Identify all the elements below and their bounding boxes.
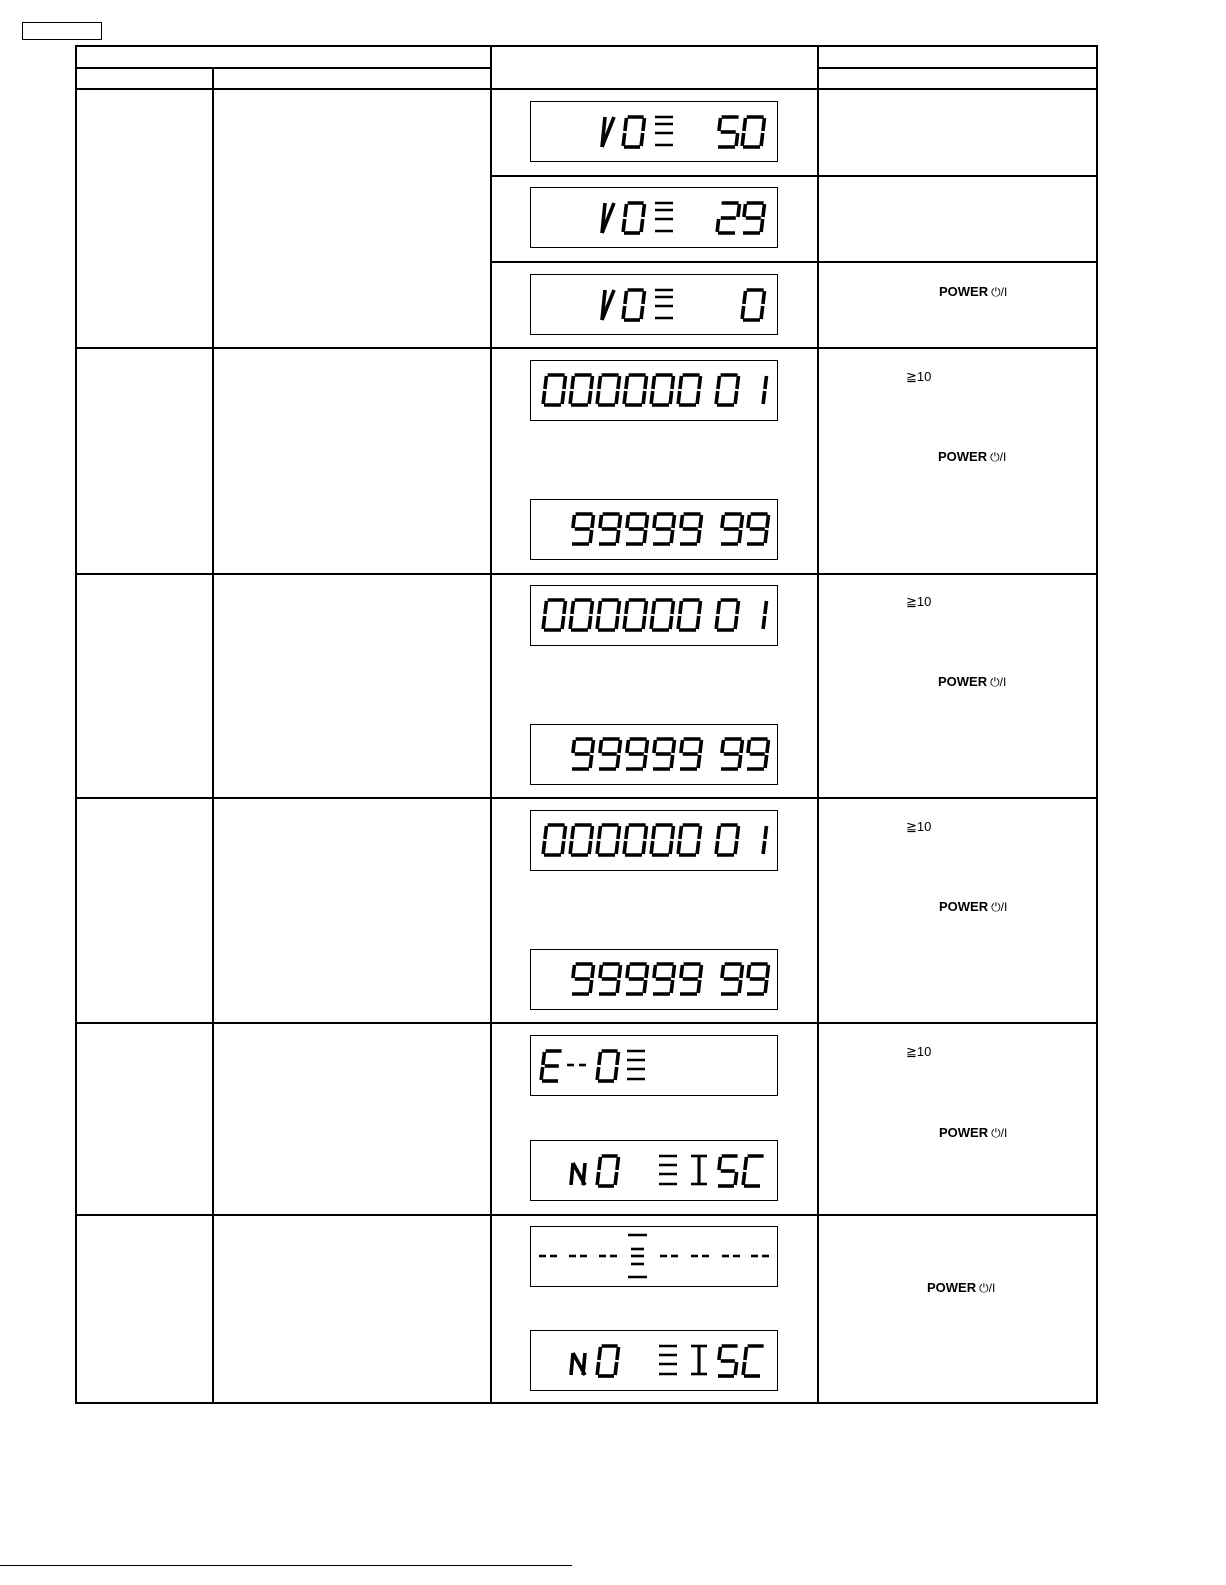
lcd-segments: [531, 1331, 776, 1389]
power-label: POWER: [939, 899, 989, 914]
lcd-segment: [571, 1353, 573, 1375]
lcd-segment: [741, 965, 743, 978]
lcd-segment: [562, 391, 564, 404]
lcd-segment: [627, 965, 629, 978]
power-icon: ⏻/I: [990, 675, 1007, 689]
lcd-segment: [600, 515, 602, 528]
lcd-segment: [717, 219, 719, 232]
lcd-segment: [735, 1172, 737, 1185]
lcd-segment: [623, 306, 625, 319]
lcd-segment: [617, 1347, 619, 1360]
lcd-segments: [531, 275, 776, 333]
lcd-segment: [718, 826, 720, 839]
lcd-segment: [591, 376, 593, 389]
lcd-segment: [653, 826, 655, 839]
lcd-segment: [672, 826, 674, 839]
lcd-segments: [531, 361, 776, 419]
lcd-segment: [643, 118, 645, 131]
lcd-segment: [619, 965, 621, 978]
lcd-display: [530, 1140, 778, 1201]
lcd-display: [530, 1226, 778, 1287]
lcd-segment: [644, 980, 646, 993]
lcd-segment: [644, 755, 646, 768]
lcd-segment: [623, 133, 625, 146]
lcd-segment: [600, 965, 602, 978]
lcd-display: [530, 810, 778, 871]
lcd-segment: [573, 965, 575, 978]
lcd-segment: [592, 740, 594, 753]
lcd-segment: [700, 740, 702, 753]
lcd-segment: [699, 826, 701, 839]
power-icon: ⏻/I: [990, 450, 1007, 464]
lcd-segment: [681, 740, 683, 753]
lcd-segment: [681, 515, 683, 528]
lcd-segment: [597, 616, 599, 629]
lcd-display: [530, 585, 778, 646]
lcd-segment: [562, 841, 564, 854]
lcd-segment: [570, 841, 572, 854]
lcd-segments: [531, 950, 776, 1008]
lcd-display: [530, 724, 778, 785]
lcd-segment: [697, 391, 699, 404]
lcd-segments: [531, 102, 776, 160]
power-label: POWER: [927, 1280, 977, 1295]
lcd-segment: [564, 601, 566, 614]
threshold-note: ≧10: [906, 594, 932, 609]
lcd-segment: [570, 616, 572, 629]
lcd-segment: [748, 515, 750, 528]
lcd-segment: [617, 530, 619, 543]
power-button-note: [939, 1125, 1007, 1141]
lcd-segment: [617, 755, 619, 768]
lcd-segment: [643, 204, 645, 217]
lcd-segment: [739, 755, 741, 768]
lcd-segment: [572, 601, 574, 614]
lcd-segment: [767, 740, 769, 753]
lcd-segment: [654, 965, 656, 978]
lcd-segment: [626, 376, 628, 389]
lcd-segment: [618, 601, 620, 614]
lcd-segment: [625, 291, 627, 304]
lcd-segment: [619, 515, 621, 528]
lcd-segment: [541, 1067, 543, 1080]
lcd-segment: [699, 376, 701, 389]
power-button-note: [938, 449, 1006, 465]
lcd-segment: [722, 740, 724, 753]
lcd-segment: [722, 515, 724, 528]
lcd-segment: [597, 1172, 599, 1185]
lcd-segment: [765, 376, 767, 389]
lcd-segment: [592, 965, 594, 978]
lcd-segment: [545, 601, 547, 614]
lcd-segment: [761, 133, 763, 146]
lcd-segment: [653, 376, 655, 389]
lcd-segment: [719, 1157, 721, 1170]
power-button-note: [938, 674, 1006, 690]
power-icon: ⏻/I: [991, 1126, 1008, 1140]
lcd-segment: [641, 306, 643, 319]
lcd-segment: [681, 965, 683, 978]
lcd-segment: [737, 601, 739, 614]
lcd-segment: [716, 841, 718, 854]
lcd-segment: [627, 740, 629, 753]
lcd-display: [530, 499, 778, 560]
lcd-segment: [719, 1347, 721, 1360]
lcd-segment: [573, 515, 575, 528]
lcd-segment: [644, 530, 646, 543]
lcd-segment: [738, 204, 740, 217]
lcd-segment: [627, 515, 629, 528]
lcd-segments: [531, 586, 776, 644]
lcd-segment: [543, 841, 545, 854]
lcd-segment: [654, 740, 656, 753]
lcd-segment: [599, 1157, 601, 1170]
lcd-segment: [626, 826, 628, 839]
lcd-segment: [643, 616, 645, 629]
lcd-segment: [765, 601, 767, 614]
lcd-segment: [573, 740, 575, 753]
lcd-segment: [599, 1347, 601, 1360]
lcd-segment: [599, 826, 601, 839]
lcd-segment: [623, 219, 625, 232]
lcd-segment: [761, 306, 763, 319]
lcd-segment: [618, 376, 620, 389]
lcd-segments: [531, 1227, 776, 1285]
lcd-display: [530, 360, 778, 421]
lcd-segment: [742, 306, 744, 319]
lcd-segment: [572, 826, 574, 839]
lcd-segment: [670, 391, 672, 404]
lcd-segment: [744, 204, 746, 217]
lcd-segment: [571, 1163, 573, 1185]
lcd-segment: [748, 740, 750, 753]
power-label: POWER: [938, 674, 988, 689]
lcd-segment: [641, 219, 643, 232]
lcd-segment: [651, 391, 653, 404]
lcd-display: [530, 1035, 778, 1096]
lcd-segment: [736, 133, 738, 146]
lcd-segment: [624, 391, 626, 404]
lcd-segment: [615, 1362, 617, 1375]
lcd-segments: [531, 1036, 776, 1094]
lcd-segment: [671, 530, 673, 543]
lcd-segment: [678, 841, 680, 854]
power-button-note: [939, 899, 1007, 915]
lcd-segments: [531, 500, 776, 558]
lcd-segment: [763, 391, 765, 404]
lcd-segment: [543, 1052, 545, 1065]
lcd-segment: [590, 755, 592, 768]
lcd-segment: [597, 1067, 599, 1080]
lcd-segment: [617, 1157, 619, 1170]
lcd-display: [530, 1330, 778, 1391]
lcd-segment: [735, 1362, 737, 1375]
lcd-segment: [645, 826, 647, 839]
lcd-segment: [765, 826, 767, 839]
power-icon: ⏻/I: [991, 900, 1008, 914]
lcd-segment: [697, 841, 699, 854]
lcd-segment: [545, 826, 547, 839]
lcd-segment: [670, 616, 672, 629]
lcd-segment: [700, 965, 702, 978]
lcd-segment: [716, 391, 718, 404]
lcd-segment: [735, 616, 737, 629]
lcd-segment: [763, 291, 765, 304]
lcd-segment: [624, 616, 626, 629]
lcd-segment: [737, 376, 739, 389]
lcd-segment: [564, 826, 566, 839]
lcd-segment: [745, 1347, 747, 1360]
lcd-segment: [700, 515, 702, 528]
lcd-segment: [597, 391, 599, 404]
lcd-segment: [741, 740, 743, 753]
lcd-display: [530, 187, 778, 248]
lcd-segment: [744, 118, 746, 131]
lcd-segment: [671, 980, 673, 993]
lcd-segment: [765, 530, 767, 543]
lcd-segment: [564, 376, 566, 389]
lcd-segment: [698, 980, 700, 993]
lcd-segment: [672, 376, 674, 389]
threshold-note: ≧10: [906, 819, 932, 834]
power-button-note: [939, 284, 1007, 300]
lcd-segment: [643, 291, 645, 304]
lcd-segment: [646, 515, 648, 528]
lcd-segments: [531, 725, 776, 783]
lcd-segment: [744, 291, 746, 304]
lcd-segment: [673, 740, 675, 753]
page-tag-box: [22, 22, 102, 40]
power-label: POWER: [938, 449, 988, 464]
lcd-segment: [673, 515, 675, 528]
lcd-segment: [625, 118, 627, 131]
lcd-segment: [624, 841, 626, 854]
lcd-segment: [735, 391, 737, 404]
lcd-segment: [545, 376, 547, 389]
lcd-segments: [531, 188, 776, 246]
lcd-segment: [597, 841, 599, 854]
lcd-segment: [651, 616, 653, 629]
lcd-segment: [680, 601, 682, 614]
lcd-segment: [543, 616, 545, 629]
lcd-segment: [765, 980, 767, 993]
lcd-segment: [767, 515, 769, 528]
lcd-segment: [570, 391, 572, 404]
lcd-segment: [589, 391, 591, 404]
power-label: POWER: [939, 284, 989, 299]
lcd-segment: [583, 1353, 585, 1375]
lcd-segment: [742, 133, 744, 146]
lcd-segment: [680, 826, 682, 839]
lcd-segment: [591, 601, 593, 614]
lcd-segment: [719, 118, 721, 131]
lcd-segment: [743, 1172, 745, 1185]
lcd-segment: [572, 376, 574, 389]
lcd-segment: [673, 965, 675, 978]
lcd-segment: [616, 616, 618, 629]
lcd-segment: [600, 740, 602, 753]
lcd-segment: [654, 515, 656, 528]
lcd-segment: [646, 965, 648, 978]
lcd-segment: [599, 601, 601, 614]
lcd-segment: [680, 376, 682, 389]
lcd-segment: [767, 965, 769, 978]
lcd-segments: [531, 811, 776, 869]
lcd-segment: [670, 841, 672, 854]
lcd-segment: [617, 980, 619, 993]
lcd-segment: [651, 841, 653, 854]
lcd-segment: [597, 1362, 599, 1375]
lcd-segment: [697, 616, 699, 629]
lcd-segment: [743, 1362, 745, 1375]
lcd-display: [530, 274, 778, 335]
lcd-segment: [590, 530, 592, 543]
lcd-segment: [737, 826, 739, 839]
footer-rule: [0, 1565, 572, 1566]
lcd-segment: [698, 755, 700, 768]
lcd-segment: [653, 601, 655, 614]
lcd-segment: [643, 841, 645, 854]
lcd-segment: [589, 616, 591, 629]
lcd-segment: [618, 826, 620, 839]
lcd-segment: [716, 616, 718, 629]
lcd-segment: [625, 204, 627, 217]
lcd-segment: [739, 530, 741, 543]
lcd-segment: [761, 219, 763, 232]
lcd-segment: [718, 601, 720, 614]
lcd-segment: [645, 601, 647, 614]
lcd-segment: [763, 841, 765, 854]
lcd-segment: [718, 376, 720, 389]
lcd-segment: [763, 204, 765, 217]
lcd-segment: [741, 515, 743, 528]
lcd-segment: [646, 740, 648, 753]
lcd-segment: [641, 133, 643, 146]
lcd-segment: [678, 391, 680, 404]
lcd-segment: [617, 1052, 619, 1065]
lcd-segment: [739, 980, 741, 993]
lcd-segment: [616, 391, 618, 404]
lcd-segment: [590, 980, 592, 993]
lcd-segment: [671, 755, 673, 768]
lcd-segment: [699, 601, 701, 614]
threshold-note: ≧10: [906, 1044, 932, 1059]
lcd-segment: [615, 1067, 617, 1080]
lcd-display: [530, 949, 778, 1010]
lcd-segment: [643, 391, 645, 404]
lcd-segment: [615, 1172, 617, 1185]
power-icon: ⏻/I: [979, 1281, 996, 1295]
lcd-segment: [583, 1163, 585, 1185]
lcd-segment: [619, 740, 621, 753]
lcd-segment: [722, 965, 724, 978]
lcd-segment: [591, 826, 593, 839]
lcd-segment: [589, 841, 591, 854]
threshold-note: ≧10: [906, 369, 932, 384]
lcd-display: [530, 101, 778, 162]
lcd-segment: [616, 841, 618, 854]
power-label: POWER: [939, 1125, 989, 1140]
lcd-segment: [678, 616, 680, 629]
lcd-segment: [645, 376, 647, 389]
lcd-segment: [763, 118, 765, 131]
lcd-segment: [672, 601, 674, 614]
power-icon: ⏻/I: [991, 285, 1008, 299]
lcd-segment: [735, 841, 737, 854]
lcd-segment: [698, 530, 700, 543]
lcd-segment: [543, 391, 545, 404]
lcd-segment: [599, 1052, 601, 1065]
lcd-segment: [745, 1157, 747, 1170]
lcd-segment: [599, 376, 601, 389]
power-button-note: [927, 1280, 995, 1296]
lcd-segments: [531, 1141, 776, 1199]
lcd-segment: [626, 601, 628, 614]
lcd-segment: [763, 616, 765, 629]
lcd-segment: [592, 515, 594, 528]
lcd-segment: [765, 755, 767, 768]
lcd-segment: [748, 965, 750, 978]
lcd-segment: [562, 616, 564, 629]
